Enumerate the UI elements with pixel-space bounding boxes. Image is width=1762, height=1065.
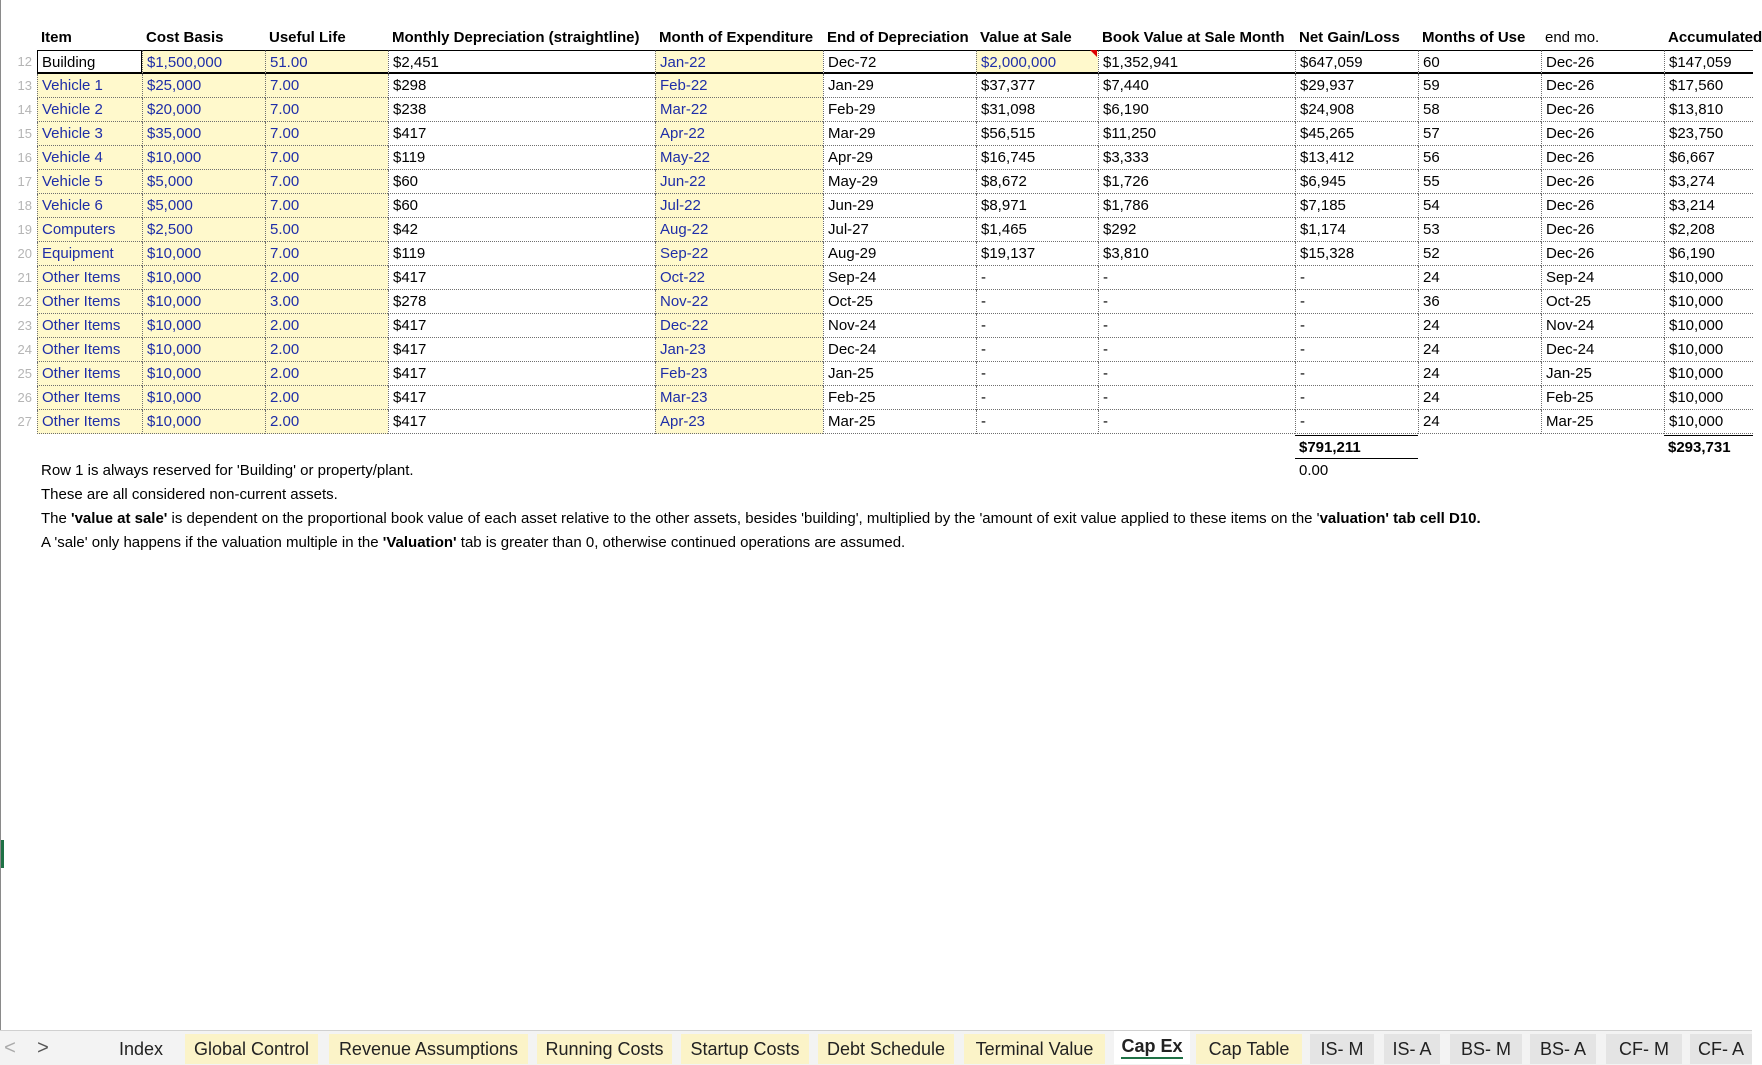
value-at-sale-cell[interactable]: - (976, 410, 1098, 434)
months-of-use-cell[interactable]: 54 (1418, 194, 1541, 218)
value-at-sale-cell[interactable]: $1,465 (976, 218, 1098, 242)
header-months-of-use[interactable]: Months of Use (1422, 29, 1526, 46)
useful-life-cell[interactable]: 7.00 (265, 170, 388, 194)
net-gain-cell[interactable]: - (1295, 290, 1418, 314)
book-value-cell[interactable]: - (1098, 314, 1295, 338)
sheet-tab-bar (0, 1030, 1752, 1065)
item-cell[interactable]: Other Items (37, 386, 142, 410)
end-mo-cell[interactable]: Jan-25 (1541, 362, 1664, 386)
item-cell[interactable]: Equipment (37, 242, 142, 266)
useful-life-cell[interactable]: 5.00 (265, 218, 388, 242)
end-of-depreciation-cell[interactable]: Feb-29 (823, 98, 976, 122)
cost-basis-cell[interactable]: $10,000 (142, 242, 265, 266)
cost-basis-cell[interactable]: $10,000 (142, 338, 265, 362)
book-value-cell[interactable]: $1,352,941 (1098, 50, 1295, 74)
cost-basis-cell[interactable]: $35,000 (142, 122, 265, 146)
end-mo-cell[interactable]: Dec-26 (1541, 242, 1664, 266)
header-value-at-sale[interactable]: Value at Sale (980, 29, 1072, 46)
comment-indicator-icon[interactable] (1090, 50, 1097, 57)
month-of-expenditure-cell[interactable]: May-22 (655, 146, 823, 170)
tab-cap-table[interactable] (1196, 1034, 1302, 1064)
cost-basis-cell[interactable]: $10,000 (142, 266, 265, 290)
row-number[interactable]: 26 (17, 390, 32, 405)
value-at-sale-cell[interactable]: - (976, 362, 1098, 386)
net-gain-cell[interactable]: $29,937 (1295, 74, 1418, 98)
tab-label: Running Costs (545, 1039, 664, 1059)
book-value-cell[interactable]: - (1098, 266, 1295, 290)
useful-life-cell[interactable]: 51.00 (265, 50, 388, 74)
header-end-mo[interactable]: end mo. (1545, 29, 1600, 46)
months-of-use-cell[interactable]: 53 (1418, 218, 1541, 242)
months-of-use-cell[interactable]: 57 (1418, 122, 1541, 146)
end-of-depreciation-cell[interactable]: Jan-25 (823, 362, 976, 386)
accumulated-cell[interactable]: $10,000 (1664, 338, 1753, 362)
value-at-sale-cell[interactable]: $56,515 (976, 122, 1098, 146)
accumulated-cell[interactable]: $3,274 (1664, 170, 1753, 194)
item-cell[interactable]: Other Items (37, 338, 142, 362)
accumulated-cell[interactable]: $23,750 (1664, 122, 1753, 146)
end-mo-cell[interactable]: Mar-25 (1541, 410, 1664, 434)
cost-basis-cell[interactable]: $5,000 (142, 170, 265, 194)
monthly-depreciation-cell[interactable]: $60 (388, 194, 655, 218)
tab-label: Global Control (193, 1039, 310, 1059)
row-number[interactable]: 14 (17, 102, 32, 117)
tab-label: CF- M (1619, 1039, 1669, 1059)
end-mo-cell[interactable]: Dec-26 (1541, 170, 1664, 194)
net-gain-cell[interactable]: - (1295, 410, 1418, 434)
row-number[interactable]: 13 (17, 78, 32, 93)
value-at-sale-cell[interactable]: $31,098 (976, 98, 1098, 122)
tab-label: BS- A (1539, 1039, 1587, 1059)
end-mo-cell[interactable]: Feb-25 (1541, 386, 1664, 410)
end-of-depreciation-cell[interactable]: Jun-29 (823, 194, 976, 218)
cost-basis-cell[interactable]: $20,000 (142, 98, 265, 122)
accumulated-cell[interactable]: $10,000 (1664, 362, 1753, 386)
value-at-sale-cell[interactable]: $8,971 (976, 194, 1098, 218)
month-of-expenditure-cell[interactable]: Feb-22 (655, 74, 823, 98)
tab-label: Cap Table (1208, 1039, 1290, 1059)
tab-label: Revenue Assumptions (338, 1039, 519, 1059)
note-line-3-a: The (41, 510, 72, 527)
net-gain-cell[interactable]: - (1295, 386, 1418, 410)
item-cell[interactable]: Vehicle 5 (37, 170, 142, 194)
note-line-2[interactable]: These are all considered non-current assets. (41, 486, 338, 503)
month-of-expenditure-cell[interactable]: Aug-22 (655, 218, 823, 242)
months-of-use-cell[interactable]: 56 (1418, 146, 1541, 170)
months-of-use-cell[interactable]: 24 (1418, 410, 1541, 434)
end-of-depreciation-cell[interactable]: Mar-29 (823, 122, 976, 146)
cost-basis-cell[interactable]: $10,000 (142, 314, 265, 338)
row-number[interactable]: 19 (17, 222, 32, 237)
month-of-expenditure-cell[interactable]: Jan-22 (655, 50, 823, 74)
end-of-depreciation-cell[interactable]: Oct-25 (823, 290, 976, 314)
useful-life-cell[interactable]: 2.00 (265, 410, 388, 434)
useful-life-cell[interactable]: 2.00 (265, 386, 388, 410)
book-value-cell[interactable]: $6,190 (1098, 98, 1295, 122)
book-value-cell[interactable]: - (1098, 386, 1295, 410)
end-mo-cell[interactable]: Nov-24 (1541, 314, 1664, 338)
table-row (1, 362, 1753, 386)
monthly-depreciation-cell[interactable]: $2,451 (388, 50, 655, 74)
monthly-depreciation-cell[interactable]: $417 (388, 338, 655, 362)
net-gain-cell[interactable]: $15,328 (1295, 242, 1418, 266)
months-of-use-cell[interactable]: 24 (1418, 338, 1541, 362)
month-of-expenditure-cell[interactable]: Apr-22 (655, 122, 823, 146)
end-of-depreciation-cell[interactable]: Feb-25 (823, 386, 976, 410)
note-line-4[interactable] (41, 531, 1481, 555)
end-mo-cell[interactable]: Dec-26 (1541, 218, 1664, 242)
tab-terminal-value[interactable] (964, 1034, 1105, 1064)
useful-life-cell[interactable]: 2.00 (265, 338, 388, 362)
months-of-use-cell[interactable]: 52 (1418, 242, 1541, 266)
table-row (1, 98, 1753, 122)
row-number[interactable]: 20 (17, 246, 32, 261)
book-value-cell[interactable]: $3,810 (1098, 242, 1295, 266)
table-row (1, 50, 1753, 74)
tab-label: Index (118, 1039, 164, 1059)
cost-basis-cell[interactable]: $10,000 (142, 362, 265, 386)
header-item[interactable]: Item (41, 29, 72, 46)
value-at-sale-cell[interactable]: $37,377 (976, 74, 1098, 98)
accumulated-cell[interactable]: $10,000 (1664, 410, 1753, 434)
note-line-4-b: 'Valuation' (382, 534, 457, 551)
net-gain-cell[interactable]: $45,265 (1295, 122, 1418, 146)
net-gain-cell[interactable]: $6,945 (1295, 170, 1418, 194)
months-of-use-cell[interactable]: 59 (1418, 74, 1541, 98)
row-number[interactable]: 22 (17, 294, 32, 309)
header-month-of-expenditure[interactable]: Month of Expenditure (659, 29, 814, 46)
months-of-use-cell[interactable]: 58 (1418, 98, 1541, 122)
cost-basis-cell[interactable]: $10,000 (142, 410, 265, 434)
end-mo-cell[interactable]: Sep-24 (1541, 266, 1664, 290)
monthly-depreciation-cell[interactable]: $119 (388, 242, 655, 266)
month-of-expenditure-cell[interactable]: Dec-22 (655, 314, 823, 338)
month-of-expenditure-cell[interactable]: Feb-23 (655, 362, 823, 386)
monthly-depreciation-cell[interactable]: $417 (388, 386, 655, 410)
row-number[interactable]: 27 (17, 414, 32, 429)
book-value-cell[interactable]: $292 (1098, 218, 1295, 242)
accumulated-cell[interactable]: $10,000 (1664, 290, 1753, 314)
month-of-expenditure-cell[interactable]: Apr-23 (655, 410, 823, 434)
end-of-depreciation-cell[interactable]: Apr-29 (823, 146, 976, 170)
table-row (1, 338, 1753, 362)
note-line-3-d: valuation' tab cell D10. (1319, 510, 1481, 527)
value-at-sale-cell[interactable]: - (976, 314, 1098, 338)
note-line-3[interactable] (41, 507, 1481, 531)
accumulated-cell[interactable]: $2,208 (1664, 218, 1753, 242)
months-of-use-cell[interactable]: 55 (1418, 170, 1541, 194)
tab-is-a[interactable] (1384, 1034, 1440, 1064)
months-of-use-cell[interactable]: 24 (1418, 362, 1541, 386)
tab-is-m[interactable] (1310, 1034, 1374, 1064)
end-mo-cell[interactable]: Dec-26 (1541, 146, 1664, 170)
end-mo-cell[interactable]: Dec-26 (1541, 98, 1664, 122)
end-of-depreciation-cell[interactable]: Aug-29 (823, 242, 976, 266)
end-mo-cell[interactable]: Dec-24 (1541, 338, 1664, 362)
item-cell[interactable]: Vehicle 2 (37, 98, 142, 122)
accumulated-cell[interactable]: $6,190 (1664, 242, 1753, 266)
month-of-expenditure-cell[interactable]: Jun-22 (655, 170, 823, 194)
accumulated-cell[interactable]: $13,810 (1664, 98, 1753, 122)
end-mo-cell[interactable]: Dec-26 (1541, 50, 1664, 74)
item-cell[interactable]: Computers (37, 218, 142, 242)
book-value-cell[interactable]: $1,726 (1098, 170, 1295, 194)
book-value-cell[interactable]: $3,333 (1098, 146, 1295, 170)
monthly-depreciation-cell[interactable]: $298 (388, 74, 655, 98)
end-of-depreciation-cell[interactable]: Nov-24 (823, 314, 976, 338)
cost-basis-cell[interactable]: $2,500 (142, 218, 265, 242)
item-cell[interactable]: Vehicle 6 (37, 194, 142, 218)
end-mo-cell[interactable]: Dec-26 (1541, 74, 1664, 98)
book-value-cell[interactable]: $7,440 (1098, 74, 1295, 98)
end-of-depreciation-cell[interactable]: Dec-72 (823, 50, 976, 74)
table-row (1, 314, 1753, 338)
cost-basis-cell[interactable]: $10,000 (142, 290, 265, 314)
value-at-sale-cell[interactable]: $16,745 (976, 146, 1098, 170)
net-gain-cell[interactable]: $7,185 (1295, 194, 1418, 218)
tab-revenue-assumptions[interactable] (329, 1034, 528, 1064)
tab-index[interactable] (108, 1034, 174, 1064)
value-at-sale-cell[interactable]: - (976, 386, 1098, 410)
monthly-depreciation-cell[interactable]: $278 (388, 290, 655, 314)
month-of-expenditure-cell[interactable]: Nov-22 (655, 290, 823, 314)
end-mo-cell[interactable]: Dec-26 (1541, 122, 1664, 146)
item-cell[interactable]: Vehicle 1 (37, 74, 142, 98)
month-of-expenditure-cell[interactable]: Mar-22 (655, 98, 823, 122)
notes-block (41, 459, 1481, 555)
book-value-cell[interactable]: - (1098, 290, 1295, 314)
net-gain-cell[interactable]: $647,059 (1295, 50, 1418, 74)
net-gain-cell[interactable]: - (1295, 314, 1418, 338)
tab-cap-ex[interactable] (1114, 1031, 1190, 1064)
net-gain-cell[interactable]: $13,412 (1295, 146, 1418, 170)
useful-life-cell[interactable]: 2.00 (265, 314, 388, 338)
tab-label: BS- M (1460, 1039, 1511, 1059)
monthly-depreciation-cell[interactable]: $417 (388, 362, 655, 386)
accumulated-total[interactable]: $293,731 (1664, 435, 1753, 459)
header-cost-basis[interactable]: Cost Basis (146, 29, 224, 46)
note-line-3-b: 'value at sale' (71, 510, 168, 527)
value-at-sale-cell[interactable]: - (976, 290, 1098, 314)
months-of-use-cell[interactable]: 36 (1418, 290, 1541, 314)
row-number[interactable]: 12 (17, 54, 32, 69)
useful-life-cell[interactable]: 7.00 (265, 242, 388, 266)
row-number[interactable]: 21 (17, 270, 32, 285)
useful-life-cell[interactable]: 7.00 (265, 122, 388, 146)
accumulated-cell[interactable]: $10,000 (1664, 266, 1753, 290)
net-gain-check-value[interactable]: 0.00 (1299, 462, 1329, 479)
value-at-sale-cell[interactable]: $19,137 (976, 242, 1098, 266)
net-gain-cell[interactable]: $24,908 (1295, 98, 1418, 122)
table-row (1, 290, 1753, 314)
cost-basis-cell[interactable]: $10,000 (142, 146, 265, 170)
accumulated-cell[interactable]: $10,000 (1664, 386, 1753, 410)
table-row (1, 218, 1753, 242)
book-value-cell[interactable]: $11,250 (1098, 122, 1295, 146)
book-value-cell[interactable]: - (1098, 362, 1295, 386)
value-at-sale-cell[interactable]: - (976, 338, 1098, 362)
tab-bs-a[interactable] (1530, 1034, 1596, 1064)
monthly-depreciation-cell[interactable]: $42 (388, 218, 655, 242)
header-accumulated[interactable]: Accumulated (1668, 29, 1762, 46)
net-gain-cell[interactable]: $1,174 (1295, 218, 1418, 242)
accumulated-cell[interactable]: $17,560 (1664, 74, 1753, 98)
row-number[interactable]: 25 (17, 366, 32, 381)
item-cell[interactable]: Other Items (37, 266, 142, 290)
item-cell[interactable]: Vehicle 3 (37, 122, 142, 146)
row-number[interactable]: 24 (17, 342, 32, 357)
header-useful-life[interactable]: Useful Life (269, 29, 346, 46)
item-cell[interactable]: Vehicle 4 (37, 146, 142, 170)
net-gain-total[interactable]: $791,211 (1295, 435, 1418, 459)
selection-indicator (1, 840, 4, 868)
month-of-expenditure-cell[interactable]: Mar-23 (655, 386, 823, 410)
item-cell[interactable]: Other Items (37, 290, 142, 314)
note-line-1[interactable]: Row 1 is always reserved for 'Building' or property/plant. (41, 462, 414, 479)
end-of-depreciation-cell[interactable]: Jul-27 (823, 218, 976, 242)
monthly-depreciation-cell[interactable]: $417 (388, 266, 655, 290)
next-sheet-arrow-icon[interactable]: > (37, 1037, 49, 1059)
book-value-cell[interactable]: - (1098, 338, 1295, 362)
months-of-use-cell[interactable]: 60 (1418, 50, 1541, 74)
prev-sheet-arrow-icon[interactable]: < (4, 1037, 16, 1059)
table-row (1, 410, 1753, 434)
note-line-3-c: is dependent on the proportional book value of each asset relative to the other assets, besides 'building', multiplied by the 'amount of exit value applied to these items on the ' (167, 510, 1320, 527)
end-of-depreciation-cell[interactable]: Dec-24 (823, 338, 976, 362)
useful-life-cell[interactable]: 3.00 (265, 290, 388, 314)
note-line-4-a: A 'sale' only happens if the valuation multiple in the (41, 534, 383, 551)
month-of-expenditure-cell[interactable]: Oct-22 (655, 266, 823, 290)
totals-row (1, 435, 1753, 459)
months-of-use-cell[interactable]: 24 (1418, 266, 1541, 290)
accumulated-cell[interactable]: $147,059 (1664, 50, 1753, 74)
monthly-depreciation-cell[interactable]: $417 (388, 410, 655, 434)
item-cell[interactable]: Other Items (37, 410, 142, 434)
tab-bs-m[interactable] (1450, 1034, 1522, 1064)
monthly-depreciation-cell[interactable]: $119 (388, 146, 655, 170)
item-cell[interactable]: Other Items (37, 314, 142, 338)
row-number[interactable]: 16 (17, 150, 32, 165)
cost-basis-cell[interactable]: $25,000 (142, 74, 265, 98)
book-value-cell[interactable]: - (1098, 410, 1295, 434)
tab-running-costs[interactable] (537, 1034, 672, 1064)
header-end-of-depreciation[interactable]: End of Depreciation (827, 29, 969, 46)
table-row (1, 146, 1753, 170)
net-gain-cell[interactable]: - (1295, 362, 1418, 386)
net-gain-cell[interactable]: - (1295, 338, 1418, 362)
monthly-depreciation-cell[interactable]: $238 (388, 98, 655, 122)
table-row (1, 122, 1753, 146)
end-of-depreciation-cell[interactable]: Mar-25 (823, 410, 976, 434)
months-of-use-cell[interactable]: 24 (1418, 314, 1541, 338)
tab-label: Terminal Value (975, 1039, 1094, 1059)
net-gain-cell[interactable]: - (1295, 266, 1418, 290)
column-header-row (1, 26, 1762, 50)
cost-basis-cell[interactable]: $10,000 (142, 386, 265, 410)
end-of-depreciation-cell[interactable]: Jan-29 (823, 74, 976, 98)
tab-label: IS- A (1392, 1039, 1432, 1059)
month-of-expenditure-cell[interactable]: Sep-22 (655, 242, 823, 266)
table-row (1, 386, 1753, 410)
value-at-sale-cell[interactable]: $8,672 (976, 170, 1098, 194)
end-mo-cell[interactable]: Dec-26 (1541, 194, 1664, 218)
tab-label: CF- A (1697, 1039, 1744, 1059)
table-row (1, 194, 1753, 218)
tab-debt-schedule[interactable] (818, 1034, 954, 1064)
cost-basis-cell[interactable]: $1,500,000 (142, 50, 265, 74)
useful-life-cell[interactable]: 2.00 (265, 362, 388, 386)
row-number[interactable]: 15 (17, 126, 32, 141)
accumulated-cell[interactable]: $3,214 (1664, 194, 1753, 218)
row-number[interactable]: 17 (17, 174, 32, 189)
table-row (1, 242, 1753, 266)
useful-life-cell[interactable]: 7.00 (265, 146, 388, 170)
tab-startup-costs[interactable] (681, 1034, 809, 1064)
useful-life-cell[interactable]: 2.00 (265, 266, 388, 290)
tab-label: Cap Ex (1121, 1036, 1182, 1059)
row-number[interactable]: 23 (17, 318, 32, 333)
item-cell[interactable]: Building (37, 50, 142, 74)
tab-label: IS- M (1320, 1039, 1364, 1059)
end-of-depreciation-cell[interactable]: May-29 (823, 170, 976, 194)
tab-cf-m[interactable] (1606, 1034, 1682, 1064)
row-number[interactable]: 18 (17, 198, 32, 213)
tab-cf-a[interactable] (1690, 1034, 1752, 1064)
monthly-depreciation-cell[interactable]: $60 (388, 170, 655, 194)
accumulated-cell[interactable]: $10,000 (1664, 314, 1753, 338)
value-at-sale-cell[interactable]: $2,000,000 (976, 50, 1098, 74)
item-cell[interactable]: Other Items (37, 362, 142, 386)
accumulated-cell[interactable]: $6,667 (1664, 146, 1753, 170)
useful-life-cell[interactable]: 7.00 (265, 98, 388, 122)
note-line-4-c: tab is greater than 0, otherwise continued operations are assumed. (456, 534, 906, 551)
cost-basis-cell[interactable]: $5,000 (142, 194, 265, 218)
table-row (1, 74, 1753, 98)
end-of-depreciation-cell[interactable]: Sep-24 (823, 266, 976, 290)
value-at-sale-cell[interactable]: - (976, 266, 1098, 290)
tab-label: Debt Schedule (826, 1039, 946, 1059)
book-value-cell[interactable]: $1,786 (1098, 194, 1295, 218)
end-mo-cell[interactable]: Oct-25 (1541, 290, 1664, 314)
month-of-expenditure-cell[interactable]: Jan-23 (655, 338, 823, 362)
table-row (1, 170, 1753, 194)
tab-global-control[interactable] (185, 1034, 318, 1064)
monthly-depreciation-cell[interactable]: $417 (388, 122, 655, 146)
header-book-value-at-sale[interactable]: Book Value at Sale Month (1102, 29, 1285, 46)
header-net-gain-loss[interactable]: Net Gain/Loss (1299, 29, 1400, 46)
useful-life-cell[interactable]: 7.00 (265, 194, 388, 218)
month-of-expenditure-cell[interactable]: Jul-22 (655, 194, 823, 218)
monthly-depreciation-cell[interactable]: $417 (388, 314, 655, 338)
header-monthly-depreciation[interactable]: Monthly Depreciation (straightline) (392, 29, 640, 46)
months-of-use-cell[interactable]: 24 (1418, 386, 1541, 410)
table-row (1, 266, 1753, 290)
tab-label: Startup Costs (690, 1039, 800, 1059)
useful-life-cell[interactable]: 7.00 (265, 74, 388, 98)
